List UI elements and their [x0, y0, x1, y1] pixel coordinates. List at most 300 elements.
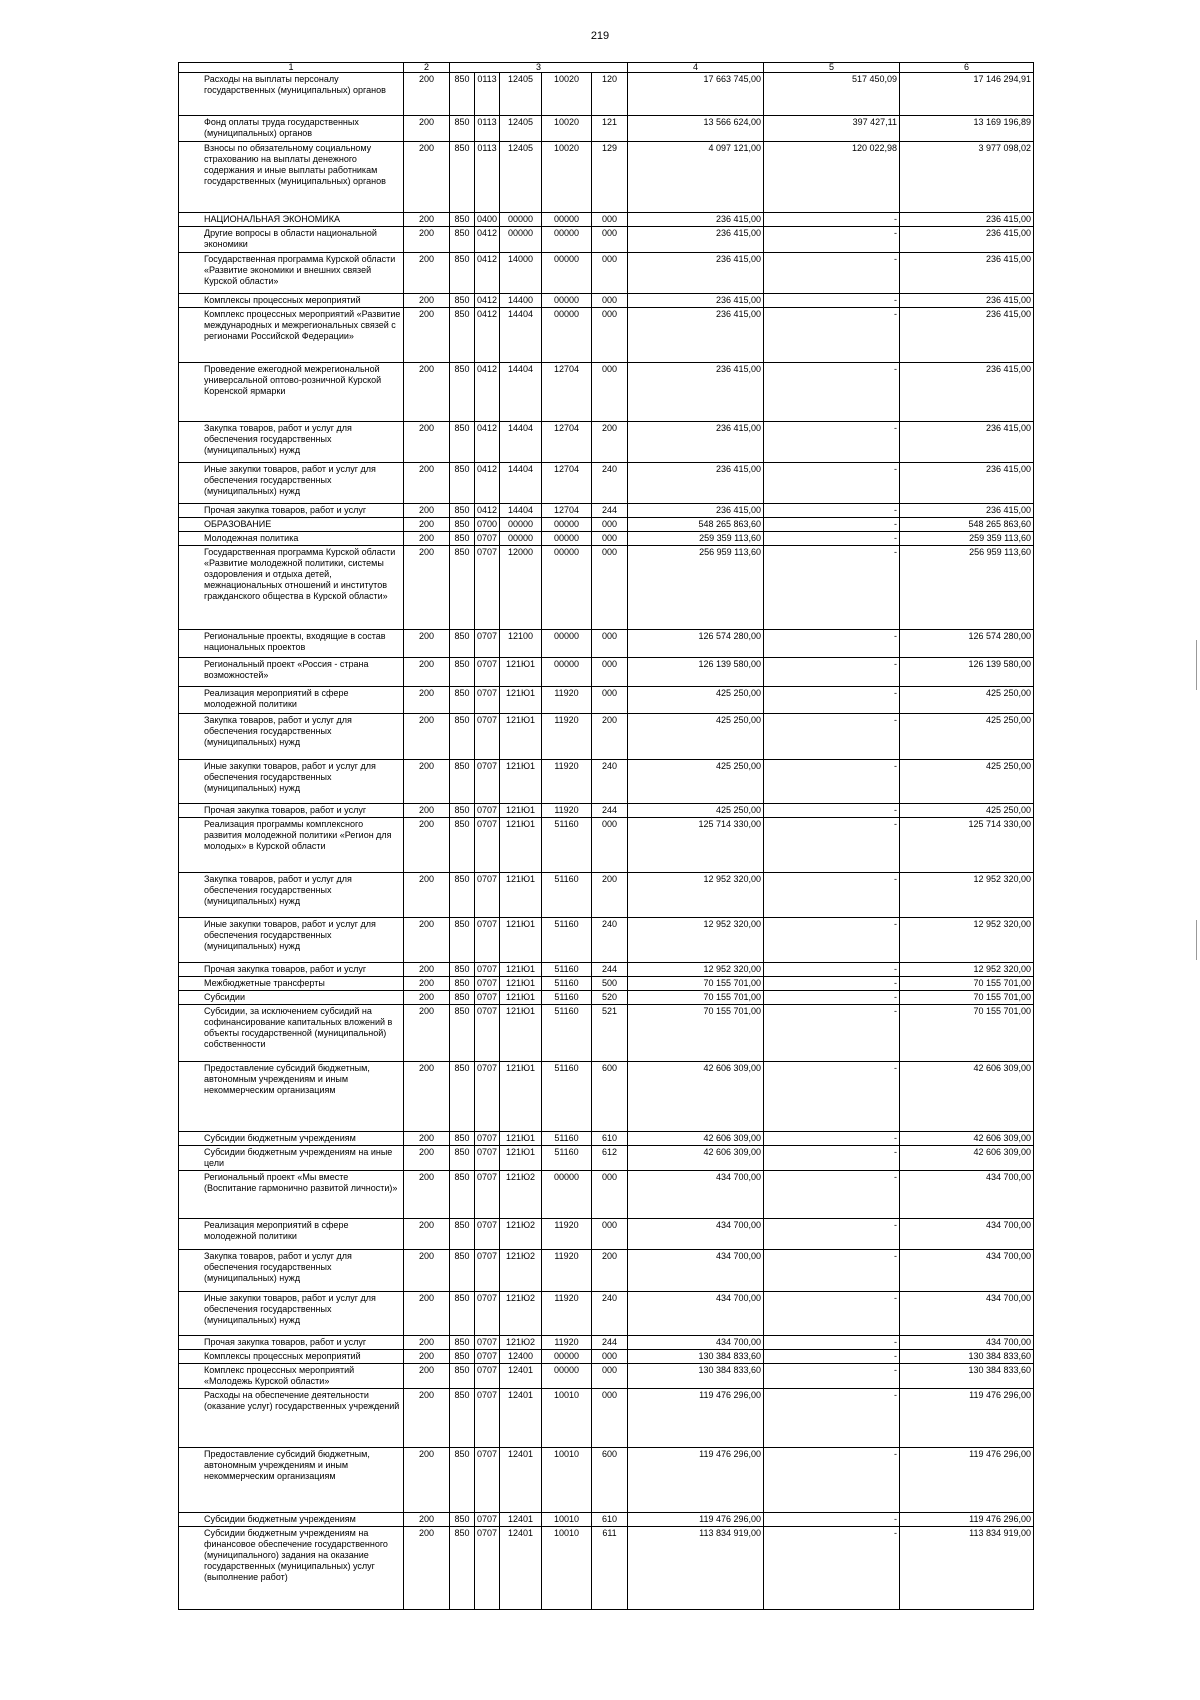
amount-col4-cell: 130 384 833,60	[628, 1350, 764, 1364]
amount-col5-cell: -	[764, 630, 900, 658]
amount-col5-cell: -	[764, 1292, 900, 1336]
code-cell: 850	[450, 991, 475, 1005]
code-cell: 00000	[500, 213, 542, 227]
table-row	[179, 213, 1034, 227]
amount-col6-cell: 434 700,00	[900, 1292, 1034, 1336]
code-cell: 00000	[542, 518, 592, 532]
code-cell: 850	[450, 658, 475, 687]
amount-col4-cell: 256 959 113,60	[628, 546, 764, 630]
table-row	[179, 687, 1034, 714]
row-name-cell: Субсидии бюджетным учреждениям на финансовое обеспечение государственного (муниципального) задания на оказание государственных (муниципальных) услуг (выполнение работ)	[179, 1527, 404, 1610]
amount-col5-cell: -	[764, 873, 900, 918]
amount-col5-cell: -	[764, 977, 900, 991]
amount-col6-cell: 119 476 296,00	[900, 1389, 1034, 1448]
code-cell: 0707	[475, 1336, 500, 1350]
amount-col5-cell: -	[764, 1219, 900, 1250]
code-cell: 850	[450, 1513, 475, 1527]
amount-col5-cell: -	[764, 1146, 900, 1171]
code-cell: 00000	[542, 213, 592, 227]
code-cell: 12401	[500, 1364, 542, 1389]
amount-col6-cell: 434 700,00	[900, 1336, 1034, 1350]
amount-col4-cell: 70 155 701,00	[628, 1005, 764, 1062]
row-name-cell: Субсидии бюджетным учреждениям	[179, 1132, 404, 1146]
code-cell: 200	[404, 1171, 450, 1219]
code-cell: 0707	[475, 760, 500, 804]
code-cell: 51160	[542, 1062, 592, 1132]
code-cell: 850	[450, 963, 475, 977]
code-cell: 10010	[542, 1448, 592, 1513]
code-cell: 11920	[542, 687, 592, 714]
amount-col5-cell: -	[764, 363, 900, 422]
code-cell: 10020	[542, 142, 592, 213]
table-row	[179, 1364, 1034, 1389]
code-cell: 200	[404, 804, 450, 818]
code-cell: 0412	[475, 463, 500, 504]
amount-col5-cell: -	[764, 213, 900, 227]
table-row	[179, 1146, 1034, 1171]
code-cell: 121	[592, 116, 628, 142]
table-row	[179, 518, 1034, 532]
table-row	[179, 630, 1034, 658]
code-cell: 12405	[500, 73, 542, 116]
code-cell: 00000	[542, 532, 592, 546]
code-cell: 121Ю1	[500, 714, 542, 760]
table-row	[179, 1062, 1034, 1132]
code-cell: 0707	[475, 532, 500, 546]
code-cell: 200	[404, 363, 450, 422]
amount-col6-cell: 70 155 701,00	[900, 977, 1034, 991]
table-header	[179, 63, 1034, 73]
table-row	[179, 1389, 1034, 1448]
code-cell: 12704	[542, 463, 592, 504]
code-cell: 12704	[542, 504, 592, 518]
code-cell: 0707	[475, 1350, 500, 1364]
amount-col6-cell: 548 265 863,60	[900, 518, 1034, 532]
amount-col5-cell: -	[764, 227, 900, 253]
code-cell: 121Ю1	[500, 991, 542, 1005]
row-name-cell: Субсидии	[179, 991, 404, 1005]
code-cell: 244	[592, 504, 628, 518]
table-row	[179, 422, 1034, 463]
code-cell: 0707	[475, 1219, 500, 1250]
amount-col6-cell: 113 834 919,00	[900, 1527, 1034, 1610]
code-cell: 0707	[475, 630, 500, 658]
amount-col6-cell: 425 250,00	[900, 687, 1034, 714]
amount-col5-cell: -	[764, 687, 900, 714]
code-cell: 200	[404, 294, 450, 308]
row-name-cell: Фонд оплаты труда государственных (муниципальных) органов	[179, 116, 404, 142]
code-cell: 850	[450, 714, 475, 760]
row-name-cell: Комплекс процессных мероприятий «Молодежь Курской области»	[179, 1364, 404, 1389]
code-cell: 0707	[475, 1146, 500, 1171]
code-cell: 51160	[542, 1132, 592, 1146]
amount-col6-cell: 259 359 113,60	[900, 532, 1034, 546]
code-cell: 200	[404, 1389, 450, 1448]
code-cell: 000	[592, 518, 628, 532]
row-name-cell: Закупка товаров, работ и услуг для обеспечения государственных (муниципальных) нужд	[179, 1250, 404, 1292]
amount-col5-cell: -	[764, 1005, 900, 1062]
code-cell: 0707	[475, 714, 500, 760]
row-name-cell: Прочая закупка товаров, работ и услуг	[179, 963, 404, 977]
code-cell: 0707	[475, 1292, 500, 1336]
code-cell: 200	[404, 1250, 450, 1292]
amount-col5-cell: -	[764, 760, 900, 804]
amount-col6-cell: 130 384 833,60	[900, 1364, 1034, 1389]
code-cell: 0707	[475, 1062, 500, 1132]
amount-col4-cell: 126 139 580,00	[628, 658, 764, 687]
amount-col6-cell: 12 952 320,00	[900, 873, 1034, 918]
code-cell: 121Ю1	[500, 818, 542, 873]
amount-col4-cell: 425 250,00	[628, 760, 764, 804]
amount-col6-cell: 42 606 309,00	[900, 1062, 1034, 1132]
code-cell: 850	[450, 977, 475, 991]
code-cell: 0707	[475, 1250, 500, 1292]
code-cell: 850	[450, 687, 475, 714]
code-cell: 240	[592, 760, 628, 804]
scan-edge-mark	[1196, 920, 1197, 960]
amount-col4-cell: 12 952 320,00	[628, 873, 764, 918]
amount-col5-cell: -	[764, 463, 900, 504]
code-cell: 200	[404, 1146, 450, 1171]
code-cell: 0412	[475, 363, 500, 422]
code-cell: 14404	[500, 308, 542, 363]
table-row	[179, 1448, 1034, 1513]
amount-col6-cell: 17 146 294,91	[900, 73, 1034, 116]
row-name-cell: Прочая закупка товаров, работ и услуг	[179, 504, 404, 518]
amount-col4-cell: 236 415,00	[628, 463, 764, 504]
row-name-cell: Субсидии, за исключением субсидий на софинансирование капитальных вложений в объекты государственной (муниципальной) собственности	[179, 1005, 404, 1062]
amount-col6-cell: 119 476 296,00	[900, 1513, 1034, 1527]
row-name-cell: Взносы по обязательному социальному страхованию на выплаты денежного содержания и иные выплаты работникам государственных (муниципальных) органов	[179, 142, 404, 213]
amount-col4-cell: 236 415,00	[628, 308, 764, 363]
amount-col6-cell: 70 155 701,00	[900, 1005, 1034, 1062]
code-cell: 14404	[500, 363, 542, 422]
amount-col4-cell: 425 250,00	[628, 714, 764, 760]
amount-col6-cell: 236 415,00	[900, 504, 1034, 518]
code-cell: 51160	[542, 963, 592, 977]
amount-col6-cell: 425 250,00	[900, 714, 1034, 760]
code-cell: 850	[450, 1350, 475, 1364]
code-cell: 121Ю1	[500, 963, 542, 977]
code-cell: 850	[450, 918, 475, 963]
code-cell: 00000	[500, 532, 542, 546]
code-cell: 10010	[542, 1389, 592, 1448]
code-cell: 200	[404, 1062, 450, 1132]
code-cell: 121Ю1	[500, 1005, 542, 1062]
code-cell: 14404	[500, 504, 542, 518]
amount-col4-cell: 236 415,00	[628, 253, 764, 294]
code-cell: 0707	[475, 658, 500, 687]
code-cell: 0707	[475, 1448, 500, 1513]
row-name-cell: Проведение ежегодной межрегиональной универсальной оптово-розничной Курской Коренской ярмарки	[179, 363, 404, 422]
code-cell: 200	[404, 687, 450, 714]
row-name-cell: Молодежная политика	[179, 532, 404, 546]
code-cell: 244	[592, 1336, 628, 1350]
code-cell: 200	[404, 963, 450, 977]
amount-col6-cell: 126 574 280,00	[900, 630, 1034, 658]
code-cell: 850	[450, 1448, 475, 1513]
code-cell: 200	[404, 422, 450, 463]
code-cell: 200	[404, 991, 450, 1005]
code-cell: 120	[592, 73, 628, 116]
code-cell: 850	[450, 1527, 475, 1610]
code-cell: 121Ю1	[500, 804, 542, 818]
code-cell: 850	[450, 1364, 475, 1389]
row-name-cell: Государственная программа Курской области «Развитие экономики и внешних связей Курской области»	[179, 253, 404, 294]
code-cell: 51160	[542, 991, 592, 1005]
table-row	[179, 1527, 1034, 1610]
code-cell: 51160	[542, 977, 592, 991]
code-cell: 850	[450, 142, 475, 213]
amount-col6-cell: 434 700,00	[900, 1171, 1034, 1219]
code-cell: 200	[404, 73, 450, 116]
code-cell: 850	[450, 504, 475, 518]
code-cell: 850	[450, 363, 475, 422]
amount-col5-cell: 397 427,11	[764, 116, 900, 142]
code-cell: 850	[450, 1219, 475, 1250]
amount-col6-cell: 13 169 196,89	[900, 116, 1034, 142]
code-cell: 244	[592, 804, 628, 818]
table-row	[179, 294, 1034, 308]
code-cell: 200	[404, 1132, 450, 1146]
amount-col4-cell: 119 476 296,00	[628, 1513, 764, 1527]
amount-col6-cell: 126 139 580,00	[900, 658, 1034, 687]
row-name-cell: НАЦИОНАЛЬНАЯ ЭКОНОМИКА	[179, 213, 404, 227]
code-cell: 850	[450, 308, 475, 363]
amount-col4-cell: 4 097 121,00	[628, 142, 764, 213]
code-cell: 850	[450, 1250, 475, 1292]
code-cell: 200	[404, 463, 450, 504]
amount-col5-cell: -	[764, 504, 900, 518]
table-row	[179, 991, 1034, 1005]
code-cell: 00000	[542, 1364, 592, 1389]
page-number: 219	[590, 30, 610, 42]
code-cell: 200	[404, 818, 450, 873]
amount-col5-cell: -	[764, 308, 900, 363]
row-name-cell: Предоставление субсидий бюджетным, автономным учреждениям и иным некоммерческим организациям	[179, 1448, 404, 1513]
code-cell: 11920	[542, 760, 592, 804]
amount-col6-cell: 236 415,00	[900, 363, 1034, 422]
table-row	[179, 1171, 1034, 1219]
row-name-cell: Региональный проект «Россия - страна возможностей»	[179, 658, 404, 687]
code-cell: 850	[450, 804, 475, 818]
code-cell: 000	[592, 818, 628, 873]
code-cell: 00000	[542, 308, 592, 363]
amount-col4-cell: 12 952 320,00	[628, 963, 764, 977]
row-name-cell: Реализация мероприятий в сфере молодежной политики	[179, 1219, 404, 1250]
code-cell: 850	[450, 818, 475, 873]
code-cell: 200	[404, 1292, 450, 1336]
code-cell: 10020	[542, 116, 592, 142]
code-cell: 240	[592, 463, 628, 504]
code-cell: 521	[592, 1005, 628, 1062]
amount-col6-cell: 434 700,00	[900, 1250, 1034, 1292]
amount-col4-cell: 17 663 745,00	[628, 73, 764, 116]
code-cell: 850	[450, 1292, 475, 1336]
row-name-cell: Прочая закупка товаров, работ и услуг	[179, 1336, 404, 1350]
code-cell: 610	[592, 1513, 628, 1527]
table-row	[179, 918, 1034, 963]
code-cell: 12401	[500, 1389, 542, 1448]
code-cell: 000	[592, 1350, 628, 1364]
code-cell: 240	[592, 918, 628, 963]
code-cell: 121Ю1	[500, 760, 542, 804]
code-cell: 00000	[542, 1350, 592, 1364]
row-name-cell: Субсидии бюджетным учреждениям на иные цели	[179, 1146, 404, 1171]
code-cell: 0412	[475, 308, 500, 363]
amount-col5-cell: -	[764, 546, 900, 630]
code-cell: 12401	[500, 1527, 542, 1610]
amount-col4-cell: 434 700,00	[628, 1292, 764, 1336]
code-cell: 200	[592, 422, 628, 463]
code-cell: 12000	[500, 546, 542, 630]
table-row	[179, 1219, 1034, 1250]
code-cell: 850	[450, 1146, 475, 1171]
table-row	[179, 308, 1034, 363]
amount-col4-cell: 125 714 330,00	[628, 818, 764, 873]
table-row	[179, 818, 1034, 873]
code-cell: 10010	[542, 1527, 592, 1610]
amount-col5-cell: -	[764, 1389, 900, 1448]
code-cell: 0707	[475, 1364, 500, 1389]
amount-col4-cell: 425 250,00	[628, 687, 764, 714]
code-cell: 0707	[475, 977, 500, 991]
row-name-cell: Государственная программа Курской области «Развитие молодежной политики, системы оздоровления и отдыха детей, межнациональных отношений и институтов гражданского общества в Курской области»	[179, 546, 404, 630]
amount-col6-cell: 236 415,00	[900, 227, 1034, 253]
code-cell: 200	[404, 714, 450, 760]
code-cell: 850	[450, 213, 475, 227]
amount-col6-cell: 12 952 320,00	[900, 918, 1034, 963]
code-cell: 0412	[475, 227, 500, 253]
code-cell: 0707	[475, 546, 500, 630]
row-name-cell: Закупка товаров, работ и услуг для обеспечения государственных (муниципальных) нужд	[179, 714, 404, 760]
code-cell: 00000	[542, 630, 592, 658]
code-cell: 200	[404, 142, 450, 213]
amount-col4-cell: 434 700,00	[628, 1336, 764, 1350]
code-cell: 850	[450, 463, 475, 504]
amount-col4-cell: 425 250,00	[628, 804, 764, 818]
scan-edge-mark	[1196, 640, 1197, 690]
code-cell: 0707	[475, 873, 500, 918]
code-cell: 0707	[475, 1389, 500, 1448]
table-row	[179, 1336, 1034, 1350]
column-header: 4	[628, 63, 764, 73]
amount-col5-cell: -	[764, 1448, 900, 1513]
code-cell: 000	[592, 546, 628, 630]
code-cell: 0113	[475, 73, 500, 116]
code-cell: 200	[404, 227, 450, 253]
code-cell: 600	[592, 1448, 628, 1513]
code-cell: 850	[450, 546, 475, 630]
code-cell: 850	[450, 518, 475, 532]
code-cell: 51160	[542, 1146, 592, 1171]
amount-col4-cell: 236 415,00	[628, 504, 764, 518]
row-name-cell: Иные закупки товаров, работ и услуг для обеспечения государственных (муниципальных) нужд	[179, 760, 404, 804]
code-cell: 121Ю1	[500, 1062, 542, 1132]
code-cell: 610	[592, 1132, 628, 1146]
table-row	[179, 873, 1034, 918]
code-cell: 200	[404, 1005, 450, 1062]
code-cell: 000	[592, 1219, 628, 1250]
amount-col5-cell: -	[764, 963, 900, 977]
amount-col5-cell: -	[764, 658, 900, 687]
code-cell: 121Ю2	[500, 1336, 542, 1350]
code-cell: 121Ю1	[500, 918, 542, 963]
code-cell: 0412	[475, 253, 500, 294]
amount-col6-cell: 42 606 309,00	[900, 1146, 1034, 1171]
row-name-cell: Комплекс процессных мероприятий «Развитие международных и межрегиональных связей с регионами Российской Федерации»	[179, 308, 404, 363]
table-row	[179, 1292, 1034, 1336]
row-name-cell: Закупка товаров, работ и услуг для обеспечения государственных (муниципальных) нужд	[179, 422, 404, 463]
code-cell: 51160	[542, 873, 592, 918]
code-cell: 850	[450, 532, 475, 546]
code-cell: 850	[450, 227, 475, 253]
amount-col4-cell: 113 834 919,00	[628, 1527, 764, 1610]
code-cell: 850	[450, 630, 475, 658]
row-name-cell: Прочая закупка товаров, работ и услуг	[179, 804, 404, 818]
amount-col4-cell: 236 415,00	[628, 422, 764, 463]
amount-col6-cell: 12 952 320,00	[900, 963, 1034, 977]
amount-col6-cell: 130 384 833,60	[900, 1350, 1034, 1364]
code-cell: 000	[592, 227, 628, 253]
table-row	[179, 760, 1034, 804]
amount-col6-cell: 3 977 098,02	[900, 142, 1034, 213]
amount-col6-cell: 256 959 113,60	[900, 546, 1034, 630]
amount-col5-cell: -	[764, 1364, 900, 1389]
code-cell: 000	[592, 253, 628, 294]
code-cell: 240	[592, 1292, 628, 1336]
amount-col6-cell: 236 415,00	[900, 253, 1034, 294]
code-cell: 121Ю2	[500, 1292, 542, 1336]
amount-col5-cell: -	[764, 532, 900, 546]
code-cell: 200	[404, 308, 450, 363]
amount-col6-cell: 125 714 330,00	[900, 818, 1034, 873]
row-name-cell: Комплексы процессных мероприятий	[179, 294, 404, 308]
code-cell: 850	[450, 760, 475, 804]
code-cell: 0113	[475, 142, 500, 213]
code-cell: 11920	[542, 1250, 592, 1292]
code-cell: 51160	[542, 1005, 592, 1062]
code-cell: 10010	[542, 1513, 592, 1527]
code-cell: 12100	[500, 630, 542, 658]
amount-col5-cell: -	[764, 1336, 900, 1350]
amount-col5-cell: -	[764, 518, 900, 532]
code-cell: 850	[450, 1005, 475, 1062]
code-cell: 121Ю1	[500, 658, 542, 687]
code-cell: 11920	[542, 714, 592, 760]
code-cell: 0707	[475, 1527, 500, 1610]
amount-col5-cell: -	[764, 1250, 900, 1292]
amount-col6-cell: 236 415,00	[900, 463, 1034, 504]
code-cell: 00000	[542, 658, 592, 687]
amount-col6-cell: 42 606 309,00	[900, 1132, 1034, 1146]
table-row	[179, 546, 1034, 630]
code-cell: 11920	[542, 1336, 592, 1350]
amount-col6-cell: 236 415,00	[900, 213, 1034, 227]
code-cell: 51160	[542, 918, 592, 963]
table-row	[179, 1250, 1034, 1292]
code-cell: 200	[404, 1513, 450, 1527]
code-cell: 121Ю2	[500, 1171, 542, 1219]
code-cell: 0113	[475, 116, 500, 142]
code-cell: 0700	[475, 518, 500, 532]
code-cell: 12405	[500, 116, 542, 142]
table-row	[179, 142, 1034, 213]
code-cell: 850	[450, 253, 475, 294]
code-cell: 000	[592, 532, 628, 546]
code-cell: 0707	[475, 804, 500, 818]
table-row	[179, 658, 1034, 687]
